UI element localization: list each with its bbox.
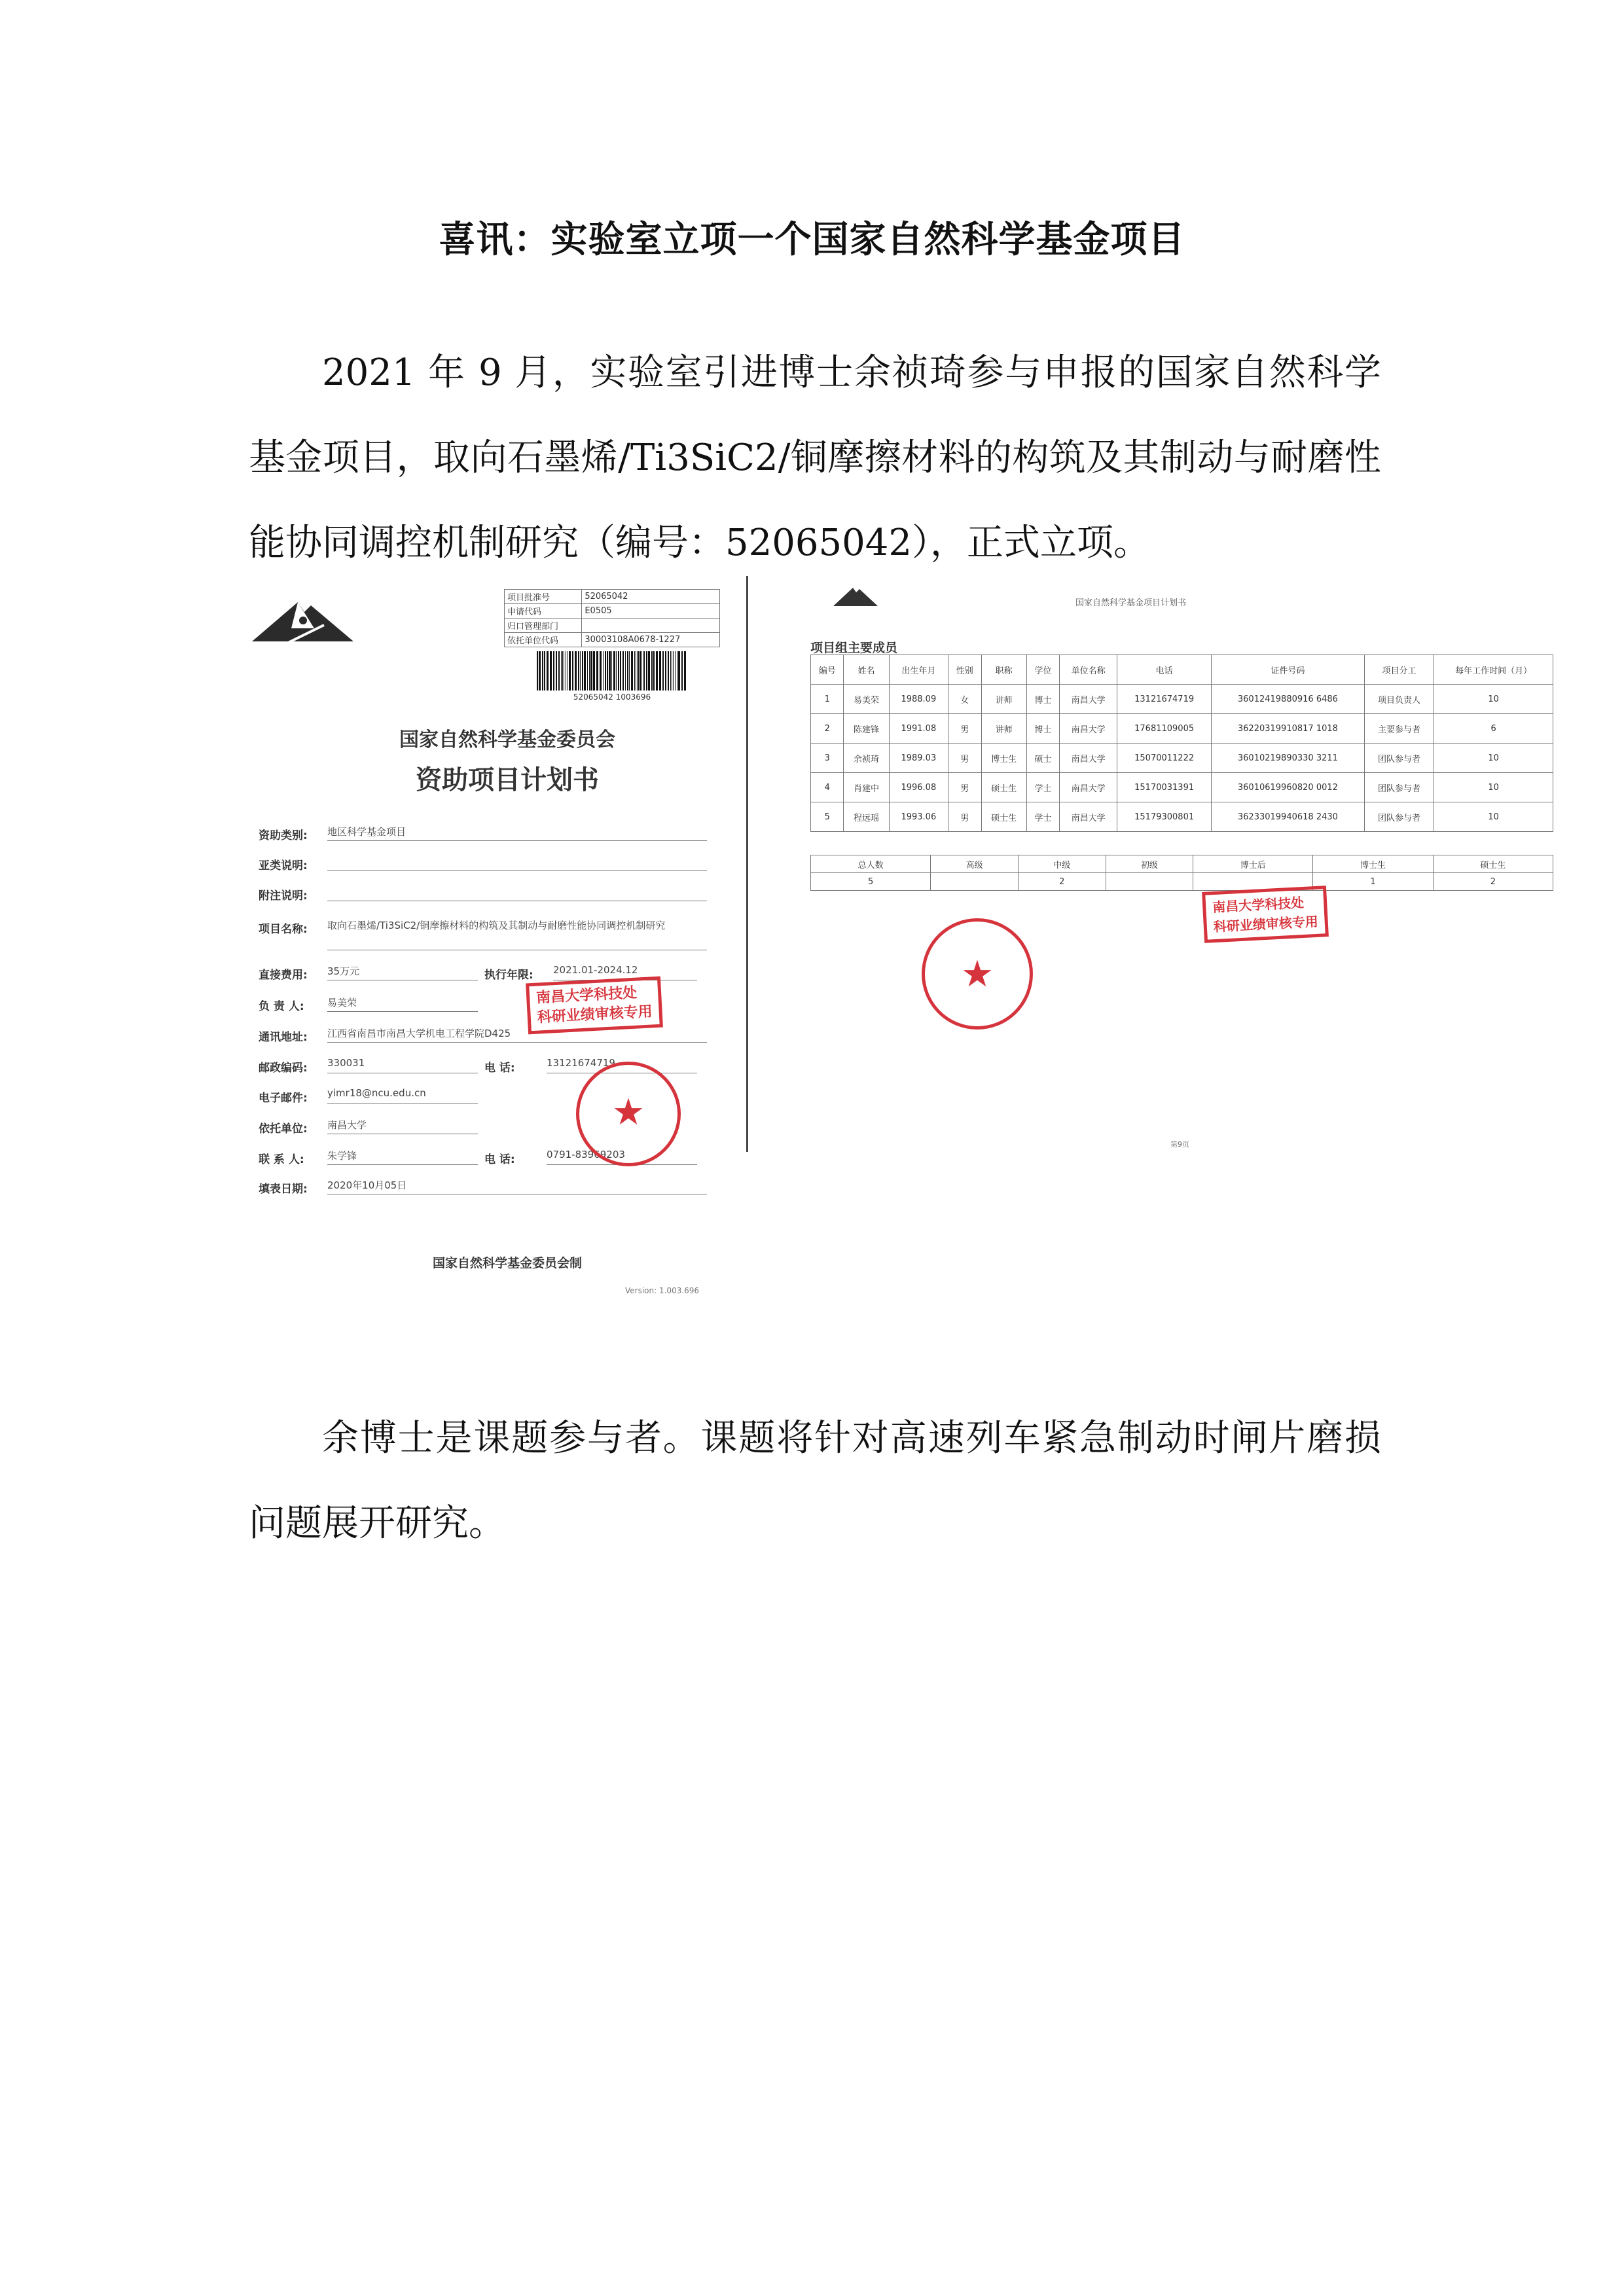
table-cell: 6	[1434, 714, 1553, 744]
table-cell: 男	[948, 744, 981, 773]
summary-label: 中级	[1018, 855, 1106, 873]
field-value: 地区科学基金项目	[327, 825, 707, 841]
table-row	[811, 714, 1553, 744]
table-cell: 5	[811, 802, 844, 832]
paragraph-summary	[249, 1396, 1381, 1566]
paragraph-summary-text: 余博士是课题参与者。课题将针对高速列车紧急制动时闸片磨损问题展开研究。	[249, 1417, 1381, 1545]
table-cell: 团队参与者	[1364, 773, 1434, 802]
table-cell: 1993.06	[889, 802, 948, 832]
nsfc-logo-icon	[252, 589, 357, 648]
table-cell: 1988.09	[889, 685, 948, 714]
scan-fold	[736, 1152, 776, 1289]
field-value: 江西省南昌市南昌大学机电工程学院D425	[327, 1026, 707, 1043]
table-cell: 讲师	[981, 685, 1026, 714]
field-label: 电 话:	[484, 1153, 515, 1166]
table-cell: 2	[811, 714, 844, 744]
barcode-icon	[537, 651, 687, 691]
approval-stamp	[526, 977, 663, 1035]
table-cell: 学士	[1026, 773, 1059, 802]
field-value: 取向石墨烯/Ti3SiC2/铜摩擦材料的构筑及其制动与耐磨性能协同调控机制研究	[327, 918, 707, 950]
table-cell: 1996.08	[889, 773, 948, 802]
field-label: 亚类说明:	[259, 859, 308, 872]
table-cell: 主要参与者	[1364, 714, 1434, 744]
table-cell: 36220319910817 1018	[1212, 714, 1364, 744]
table-cell: 肖建中	[844, 773, 889, 802]
summary-value	[931, 873, 1019, 891]
table-row	[811, 773, 1553, 802]
document-header: 国家自然科学基金项目计划书	[1075, 598, 1187, 608]
table-row	[811, 802, 1553, 832]
meta-value: 30003108A0678-1227	[582, 633, 720, 647]
stamp-line: 南昌大学科技处	[1212, 894, 1305, 916]
table-cell: 男	[948, 714, 981, 744]
table-cell: 硕士生	[981, 773, 1026, 802]
summary-label: 博士生	[1313, 855, 1433, 873]
field-label: 项目名称:	[259, 923, 308, 936]
column-header: 单位名称	[1060, 655, 1117, 685]
table-cell: 项目负责人	[1364, 685, 1434, 714]
round-seal-icon: ★	[576, 1062, 681, 1166]
field-label: 附注说明:	[259, 889, 308, 903]
field-value: 35万元	[327, 964, 478, 980]
nsfc-logo-small-icon	[833, 583, 879, 609]
table-cell: 陈建锋	[844, 714, 889, 744]
field-label: 填表日期:	[259, 1183, 308, 1196]
meta-value: E0505	[582, 604, 720, 619]
field-value: 2021.01-2024.12	[553, 964, 697, 980]
table-cell: 南昌大学	[1060, 802, 1117, 832]
table-cell: 15179300801	[1117, 802, 1212, 832]
document-version: Version: 1.003.696	[625, 1286, 700, 1295]
field-label: 执行年限:	[484, 969, 533, 982]
document-plan-title: 资助项目计划书	[416, 765, 599, 795]
table-cell: 博士	[1026, 714, 1059, 744]
table-cell: 36012419880916 6486	[1212, 685, 1364, 714]
table-cell: 15170031391	[1117, 773, 1212, 802]
table-cell: 4	[811, 773, 844, 802]
funding-plan-scan	[249, 576, 766, 1302]
summary-label: 高级	[931, 855, 1019, 873]
page-title: 喜讯：实验室立项一个国家自然科学基金项目	[439, 219, 1185, 261]
column-header: 性别	[948, 655, 981, 685]
table-cell: 南昌大学	[1060, 744, 1117, 773]
stamp-line: 科研业绩审核专用	[1213, 913, 1319, 935]
table-cell: 余祯琦	[844, 744, 889, 773]
table-cell: 17681109005	[1117, 714, 1212, 744]
field-value	[327, 855, 707, 871]
page-number: 第9页	[1170, 1140, 1189, 1149]
table-cell: 10	[1434, 744, 1553, 773]
column-header: 电话	[1117, 655, 1212, 685]
table-cell: 南昌大学	[1060, 773, 1117, 802]
document-footer-org: 国家自然科学基金委员会制	[432, 1256, 582, 1270]
field-value: 易美荣	[327, 996, 478, 1012]
summary-value	[1106, 873, 1193, 891]
summary-value: 2	[1018, 873, 1106, 891]
table-cell: 易美荣	[844, 685, 889, 714]
table-cell: 36010219890330 3211	[1212, 744, 1364, 773]
paragraph-intro-text: 2021 年 9 月，实验室引进博士余祯琦参与申报的国家自然科学基金项目，取向石墨烯/Ti3SiC2/铜摩擦材料的构筑及其制动与耐磨性能协同调控机制研究（编号：52065042），正式立项。	[249, 351, 1381, 564]
summary-value: 5	[811, 873, 931, 891]
table-cell: 10	[1434, 773, 1553, 802]
table-cell: 10	[1434, 802, 1553, 832]
table-cell: 男	[948, 773, 981, 802]
paragraph-intro	[249, 331, 1381, 586]
column-header: 项目分工	[1364, 655, 1434, 685]
column-header: 出生年月	[889, 655, 948, 685]
meta-value	[582, 619, 720, 633]
field-label: 邮政编码:	[259, 1062, 308, 1075]
field-value: 朱学锋	[327, 1149, 478, 1165]
table-cell: 程远瑶	[844, 802, 889, 832]
meta-label: 项目批准号	[505, 590, 582, 604]
table-cell: 3	[811, 744, 844, 773]
table-cell: 讲师	[981, 714, 1026, 744]
summary-label: 总人数	[811, 855, 931, 873]
project-meta-table	[504, 589, 720, 647]
table-cell: 南昌大学	[1060, 714, 1117, 744]
stamp-line: 南昌大学科技处	[535, 984, 638, 1007]
table-cell: 10	[1434, 685, 1553, 714]
column-header: 证件号码	[1212, 655, 1364, 685]
table-cell: 1989.03	[889, 744, 948, 773]
summary-value: 1	[1313, 873, 1433, 891]
field-value: 南昌大学	[327, 1118, 478, 1134]
section-title: 项目组主要成员	[810, 641, 898, 655]
table-cell: 男	[948, 802, 981, 832]
table-cell: 硕士	[1026, 744, 1059, 773]
field-label: 负 责 人:	[259, 1000, 304, 1013]
column-header: 姓名	[844, 655, 889, 685]
field-value: 0791-83969203	[547, 1149, 697, 1165]
column-header: 每年工作时间（月）	[1434, 655, 1553, 685]
field-label: 电子邮件:	[259, 1092, 308, 1105]
table-cell: 女	[948, 685, 981, 714]
column-header: 职称	[981, 655, 1026, 685]
field-value: 330031	[327, 1057, 478, 1073]
field-label: 通讯地址:	[259, 1031, 308, 1044]
column-header: 学位	[1026, 655, 1059, 685]
table-cell: 博士生	[981, 744, 1026, 773]
meta-label: 依托单位代码	[505, 633, 582, 647]
summary-label: 硕士生	[1433, 855, 1553, 873]
table-cell: 南昌大学	[1060, 685, 1117, 714]
stamp-line: 科研业绩审核专用	[537, 1003, 653, 1026]
field-value	[327, 885, 707, 901]
table-cell: 学士	[1026, 802, 1059, 832]
members-table	[810, 655, 1553, 832]
field-value: 2020年10月05日	[327, 1178, 707, 1194]
column-header: 编号	[811, 655, 844, 685]
meta-value: 52065042	[582, 590, 720, 604]
table-cell: 团队参与者	[1364, 802, 1434, 832]
meta-label: 申请代码	[505, 604, 582, 619]
field-label: 依托单位:	[259, 1122, 308, 1136]
table-row	[811, 685, 1553, 714]
table-cell: 博士	[1026, 685, 1059, 714]
barcode-number: 52065042 1003696	[573, 692, 651, 702]
table-cell: 硕士生	[981, 802, 1026, 832]
table-cell: 13121674719	[1117, 685, 1212, 714]
round-seal-icon: ★	[922, 918, 1033, 1030]
document-org: 国家自然科学基金委员会	[399, 728, 615, 751]
field-label: 资助类别:	[259, 829, 308, 842]
summary-label: 博士后	[1193, 855, 1313, 873]
table-cell: 1	[811, 685, 844, 714]
table-row	[811, 744, 1553, 773]
field-value: yimr18@ncu.edu.cn	[327, 1087, 478, 1103]
field-label: 电 话:	[484, 1062, 515, 1075]
table-cell: 36010619960820 0012	[1212, 773, 1364, 802]
field-label: 联 系 人:	[259, 1153, 304, 1166]
summary-label: 初级	[1106, 855, 1193, 873]
summary-value: 2	[1433, 873, 1553, 891]
summary-table	[810, 855, 1553, 891]
field-label: 直接费用:	[259, 969, 308, 982]
field-value: 13121674719	[547, 1057, 697, 1073]
meta-label: 归口管理部门	[505, 619, 582, 633]
approval-stamp	[1202, 886, 1329, 943]
table-cell: 36233019940618 2430	[1212, 802, 1364, 832]
table-cell: 1991.08	[889, 714, 948, 744]
team-members-scan	[746, 576, 1560, 1152]
table-cell: 15070011222	[1117, 744, 1212, 773]
table-cell: 团队参与者	[1364, 744, 1434, 773]
